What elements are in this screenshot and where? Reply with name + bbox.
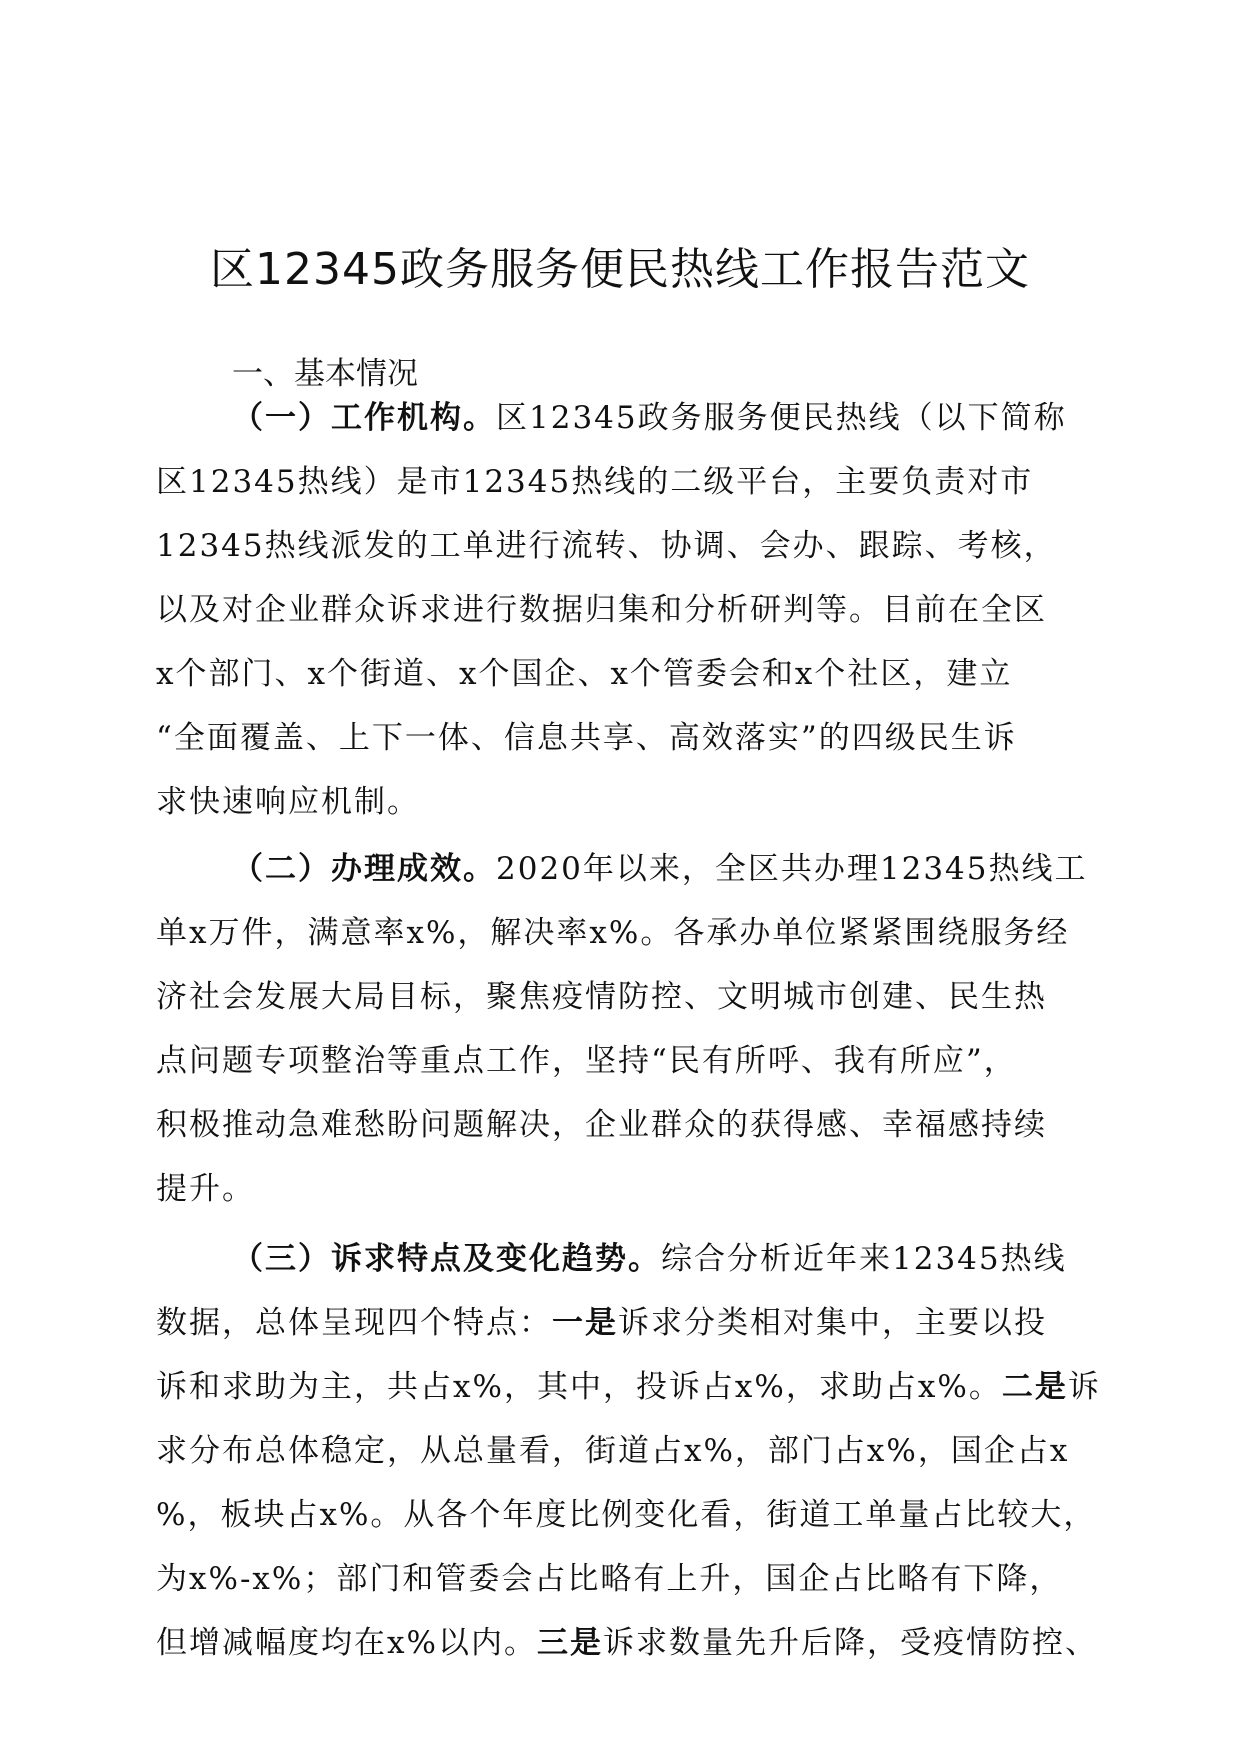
paragraph-text: 数据，总体呈现四个特点：: [156, 1305, 552, 1341]
paragraph-line: 区12345热线）是市12345热线的二级平台，主要负责对市: [156, 464, 1034, 500]
paragraph-text: 诉和求助为主，共占x%，其中，投诉占x%，求助占x%。: [156, 1369, 1002, 1405]
paragraph-text: 诉: [1067, 1369, 1101, 1405]
paragraph-line: [232, 847, 1086, 891]
section-heading-basic-situation: 一、基本情况: [232, 356, 418, 392]
paragraph-text: 2020年以来，全区共办理12345热线工: [496, 851, 1088, 887]
paragraph-text: 诉求数量先升后降，受疫情防控、: [602, 1625, 1098, 1661]
paragraph-text: 综合分析近年来12345热线: [661, 1241, 1067, 1277]
paragraph-text: 区12345政务服务便民热线（以下简称: [496, 400, 1067, 436]
emphasis-second: 二是: [1001, 1369, 1068, 1405]
paragraph-line: 济社会发展大局目标，聚焦疫情防控、文明城市创建、民生热: [156, 979, 1047, 1015]
paragraph-lead: （二）办理成效。: [232, 851, 496, 887]
paragraph-lead: （三）诉求特点及变化趋势。: [232, 1241, 661, 1277]
paragraph-line: “全面覆盖、上下一体、信息共享、高效落实”的四级民生诉: [156, 720, 1017, 756]
paragraph-line: [232, 1237, 1086, 1281]
emphasis-third: 三是: [536, 1625, 603, 1661]
paragraph-line: 积极推动急难愁盼问题解决，企业群众的获得感、幸福感持续: [156, 1107, 1047, 1143]
paragraph-line: 求分布总体稳定，从总量看，街道占x%，部门占x%，国企占x: [156, 1433, 1070, 1469]
paragraph-line: 点问题专项整治等重点工作，坚持“民有所呼、我有所应”，: [156, 1043, 1017, 1079]
paragraph-line: 提升。: [156, 1171, 255, 1207]
paragraph-text: 诉求分类相对集中，主要以投: [618, 1305, 1047, 1341]
paragraph-line: %，板块占x%。从各个年度比例变化看，街道工单量占比较大，: [156, 1497, 1097, 1533]
emphasis-first: 一是: [552, 1305, 618, 1341]
paragraph-line: [156, 1301, 1086, 1345]
paragraph-line: 为x%-x%；部门和管委会占比略有上升，国企占比略有下降，: [156, 1561, 1063, 1597]
paragraph-line: 12345热线派发的工单进行流转、协调、会办、跟踪、考核，: [156, 528, 1057, 564]
paragraph-line: 以及对企业群众诉求进行数据归集和分析研判等。目前在全区: [156, 592, 1047, 628]
paragraph-line: 单x万件，满意率x%，解决率x%。各承办单位紧紧围绕服务经: [156, 915, 1070, 951]
paragraph-line: 求快速响应机制。: [156, 784, 420, 820]
paragraph-line: [232, 396, 1086, 440]
paragraph-line: x个部门、x个街道、x个国企、x个管委会和x个社区，建立: [156, 656, 1013, 692]
paragraph-line: [156, 1365, 1101, 1409]
paragraph-line: [156, 1621, 1098, 1665]
paragraph-text: 但增减幅度均在x%以内。: [156, 1625, 537, 1661]
paragraph-lead: （一）工作机构。: [232, 400, 496, 436]
document-title: 区12345政务服务便民热线工作报告范文: [210, 244, 1030, 295]
